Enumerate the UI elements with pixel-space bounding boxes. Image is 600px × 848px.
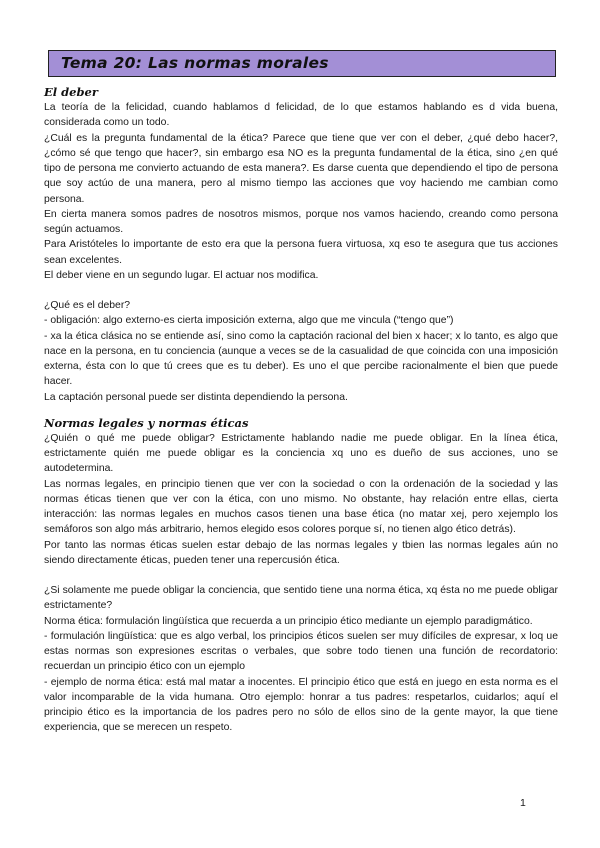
page-title: Tema 20: Las normas morales (61, 54, 329, 72)
paragraph: ¿Si solamente me puede obligar la conciencia, que sentido tiene una norma ética, xq ésta no me puede obligar estrictamente? (44, 585, 558, 612)
paragraph: ¿Quién o qué me puede obligar? Estrictamente hablando nadie me puede obligar. En la línea ética, estrictamente quién me puede obligar es la conciencia xq uno es dueño de sus acciones, uno se autodetermina. (44, 432, 558, 475)
paragraph: Norma ética: formulación lingüística que recuerda a un principio ético mediante un ejemplo paradigmático. (44, 615, 533, 627)
list-item: - ejemplo de norma ética: está mal matar a inocentes. El principio ético que está en juego en esta norma es el valor incomparable de la vida humana. Otro ejemplo: honrar a tus padres: respetarlos, cuidarlos; aquí el principio ético es la importancia de los padres pero no sólo de ellos sino de la gente mayor, la que tiene experiencia, que se merecen un respeto. (44, 676, 558, 734)
paragraph: ¿Cuál es la pregunta fundamental de la ética? Parece que tiene que ver con el deber, ¿qué debo hacer?, ¿cómo sé que tengo que hacer?, sin embargo esa NO es la pregunta fundamental de la ética, sino ¿en qué tipo de persona me convierto actuando de esta manera?. Es darse cuenta que dependiendo el tipo de persona que soy actúo de una manera, pero al mismo tiempo las acciones que voy haciendo me cambian como persona. (44, 132, 558, 205)
paragraph: ¿Qué es el deber? (44, 300, 131, 311)
paragraph: La captación personal puede ser distinta dependiendo la persona. (44, 391, 348, 403)
paragraph: El deber viene en un segundo lugar. El actuar nos modifica. (44, 269, 319, 281)
paragraph: La teoría de la felicidad, cuando hablamos d felicidad, de lo que estamos hablando es d vida buena, considerada como un todo. (44, 102, 558, 129)
list-item: - xa la ética clásica no se entiende así, sino como la captación racional del bien x hacer; x lo tanto, es algo que nace en la persona, en tu conciencia (aunque a veces se de la casualidad de que coincida con una imposición externa, ésta con lo que tú crees que es tu deber). Es uno el que percibe racionalmente el bien que puede hacer. (44, 330, 558, 388)
list-item: - obligación: algo externo-es cierta imposición externa, algo que me vincula (“tengo que”) (44, 315, 454, 327)
document-body (44, 84, 558, 736)
section-heading-normas: Normas legales y normas éticas (44, 415, 249, 430)
paragraph: En cierta manera somos padres de nosotros mismos, porque nos vamos haciendo, creando como persona según actuamos. (44, 208, 558, 235)
spacer (44, 283, 558, 298)
page-number: 1 (520, 797, 526, 809)
paragraph: Por tanto las normas éticas suelen estar debajo de las normas legales y tbien las normas legales aún no siendo directamente éticas, pueden tener una repercusión ética. (44, 539, 558, 566)
section-heading-el-deber: El deber (44, 85, 98, 99)
spacer (44, 568, 558, 583)
list-item: - formulación lingüística: que es algo verbal, los principios éticos suelen ser muy difíciles de expresar, x loq ue estas normas son expresiones escritas o verbales, que sobre todo tienen una función de recordatorio: recuerdan un principio ético con un ejemplo (44, 630, 558, 673)
paragraph: Para Aristóteles lo importante de esto era que la persona fuera virtuosa, xq eso te asegura que tus acciones sean excelentes. (44, 239, 558, 266)
title-bar (48, 50, 556, 77)
paragraph: Las normas legales, en principio tienen que ver con la sociedad o con la ordenación de la sociedad y las normas éticas tienen que ver con la ética, con uno mismo. No obstante, hay relación entre ellas, cierta interacción: las normas legales en muchos casos tienen una base ética (no matar xej, pero xejemplo los semáforos son algo más arbitrario, hemos elegido esos colores porque sí, no tienen algo ético detrás). (44, 478, 558, 536)
